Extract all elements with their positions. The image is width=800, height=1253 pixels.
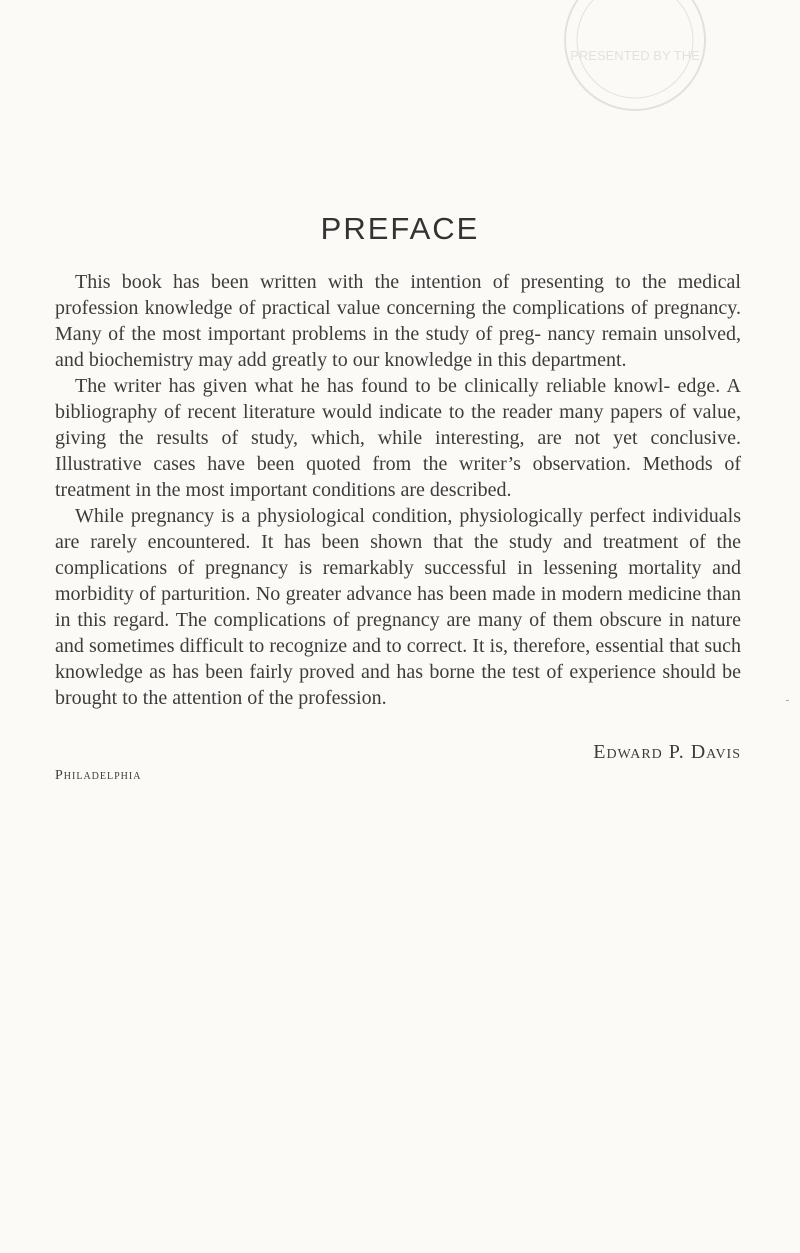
place-name: Philadelphia	[55, 768, 142, 783]
page-title: PREFACE	[320, 211, 480, 246]
stamp-text: PRESENTED BY THE	[570, 48, 700, 63]
paper-speck	[786, 700, 789, 701]
paragraph-2: The writer has given what he has found to be clinically reliable knowl- edge. A bibliography of recent literature would indicate to the reader many papers of value, giving the results of study, which, while interesting, are not yet conclusive. Illustrative cases have been quoted from the writer’s observation. Methods of treatment in the most important conditions are described.	[55, 375, 741, 501]
author-signature: Edward P. Davis	[593, 741, 741, 763]
paragraph-3: While pregnancy is a physiological condition, physiologically perfect individuals are rarely encountered. It has been shown that the study and treatment of the complications of pregnancy is remarkably successful in lessening mortality and morbidity of parturition. No greater advance has been made in modern medicine than in this regard. The complications of pregnancy are many of them obscure in nature and sometimes difficult to recognize and to correct. It is, therefore, essential that such knowledge as has been fairly proved and has borne the test of experience should be brought to the attention of the profession.	[55, 505, 741, 709]
library-stamp	[560, 0, 710, 120]
preface-body	[55, 269, 741, 711]
paragraph-1: This book has been written with the intention of presenting to the medical profession knowledge of practical value concerning the complications of pregnancy. Many of the most important problems in the study of preg- nancy remain unsolved, and biochemistry may add greatly to our knowledge in this department.	[55, 271, 741, 371]
